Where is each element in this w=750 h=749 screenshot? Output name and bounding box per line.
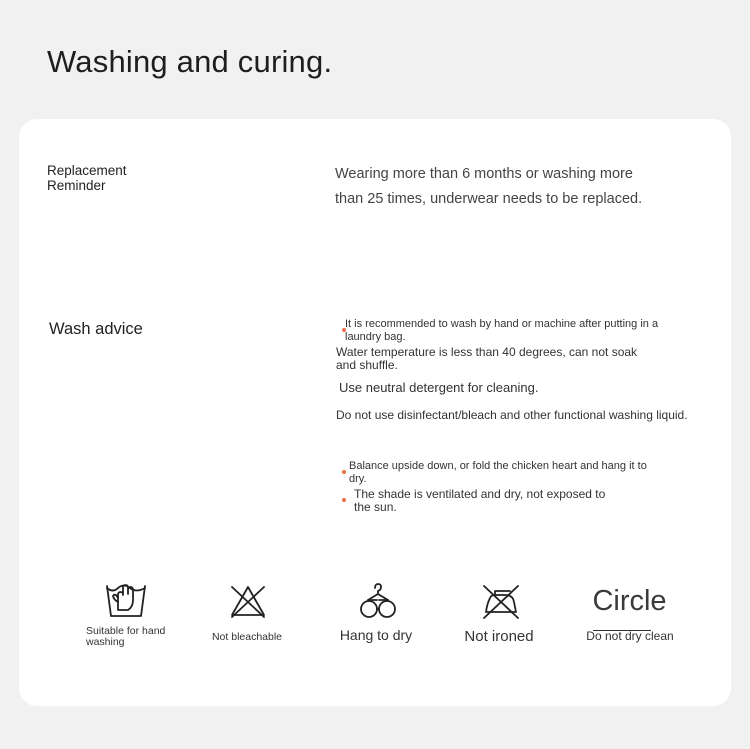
wash-advice-item: The shade is ventilated and dry, not exposed to the sun. <box>354 487 606 514</box>
no-iron-icon <box>481 584 521 620</box>
bullet-dot <box>342 498 346 502</box>
hand-wash-icon <box>104 580 148 620</box>
no-bleach-icon <box>229 583 267 619</box>
page-title: Washing and curing. <box>47 44 333 79</box>
wash-advice-item: Use neutral detergent for cleaning. <box>339 380 539 395</box>
hang-dry-icon <box>358 582 398 620</box>
wash-advice-label: Wash advice <box>49 320 143 338</box>
care-label-hang-dry: Hang to dry <box>339 627 413 643</box>
care-label-no-bleach: Not bleachable <box>211 631 283 643</box>
replacement-reminder-text: Wearing more than 6 months or washing more than 25 times, underwear needs to be replaced. <box>335 166 643 207</box>
wash-advice-item: Water temperature is less than 40 degrees, can not soak and shuffle. <box>336 345 638 372</box>
care-label-no-iron: Not ironed <box>464 628 534 645</box>
wash-advice-item: It is recommended to wash by hand or machine after putting in a laundry bag. <box>345 318 659 343</box>
care-label-hand-wash: Suitable for hand washing <box>86 625 166 648</box>
wash-advice-item: Balance upside down, or fold the chicken heart and hang it to dry. <box>349 460 647 485</box>
circle-word: Circle <box>592 585 667 617</box>
care-label-no-dry-clean: Do not dry clean <box>586 629 674 643</box>
care-card <box>19 119 731 706</box>
wash-advice-item: Do not use disinfectant/bleach and other functional washing liquid. <box>336 408 688 422</box>
bullet-dot <box>342 470 346 474</box>
replacement-reminder-label: Replacement Reminder <box>47 163 127 193</box>
